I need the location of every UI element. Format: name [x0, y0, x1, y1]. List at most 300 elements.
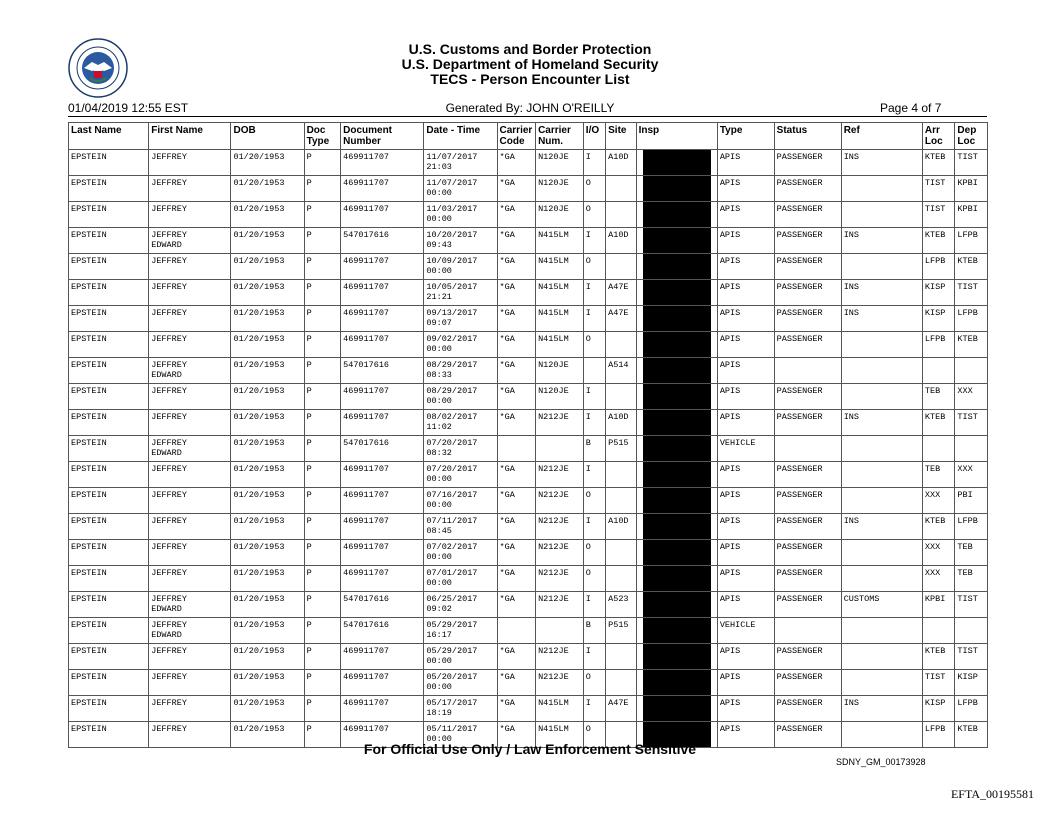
first-name-line: JEFFREY [151, 542, 187, 552]
time-line: 21:03 [426, 161, 452, 172]
cell-status: PASSENGER [774, 384, 841, 410]
date-line: 09/02/2017 [426, 334, 478, 344]
cell-date-time [424, 670, 497, 696]
cell-carrier-num: N212JE [536, 670, 584, 696]
time-line: 00:00 [426, 265, 452, 276]
cell-ref [841, 202, 922, 228]
cell-last-name: EPSTEIN [69, 488, 149, 514]
cell-status: PASSENGER [774, 176, 841, 202]
date-line: 07/02/2017 [426, 542, 478, 552]
cell-doc-type: P [304, 436, 341, 462]
cell-last-name: EPSTEIN [69, 280, 149, 306]
table-row [69, 592, 988, 618]
first-name-line: JEFFREY [151, 412, 187, 422]
cell-carrier-code: *GA [497, 384, 536, 410]
first-name-line: JEFFREY [151, 360, 187, 370]
cell-first-name [149, 150, 231, 176]
cell-carrier-code: *GA [497, 488, 536, 514]
cell-doc-type: P [304, 306, 341, 332]
cell-arr-loc: KTEB [922, 644, 954, 670]
time-line: 09:07 [426, 317, 452, 328]
cell-last-name: EPSTEIN [69, 566, 149, 592]
cell-doc-type: P [304, 254, 341, 280]
cell-site: A47E [606, 696, 636, 722]
cell-dob: 01/20/1953 [231, 462, 304, 488]
cell-dep-loc: KTEB [955, 254, 988, 280]
cell-status: PASSENGER [774, 332, 841, 358]
cell-document-number: 469911707 [341, 176, 424, 202]
cell-insp [636, 462, 717, 488]
cell-site [606, 254, 636, 280]
cell-io: O [583, 332, 605, 358]
cell-arr-loc: KPBI [922, 592, 954, 618]
table-row [69, 306, 988, 332]
first-name-line: JEFFREY [151, 438, 187, 448]
first-name-line: JEFFREY [151, 724, 187, 734]
cell-last-name: EPSTEIN [69, 540, 149, 566]
cell-dep-loc: XXX [955, 462, 988, 488]
cell-site [606, 176, 636, 202]
dhs-seal-icon [68, 38, 128, 98]
table-row [69, 540, 988, 566]
cell-dep-loc: PBI [955, 488, 988, 514]
cell-io: I [583, 592, 605, 618]
cell-status: PASSENGER [774, 306, 841, 332]
cell-doc-type: P [304, 280, 341, 306]
time-line: 08:45 [426, 525, 452, 536]
cell-last-name: EPSTEIN [69, 514, 149, 540]
cell-status: PASSENGER [774, 566, 841, 592]
cell-insp [636, 618, 717, 644]
cell-doc-type: P [304, 384, 341, 410]
date-line: 05/29/2017 [426, 620, 478, 630]
cell-site [606, 566, 636, 592]
table-row [69, 670, 988, 696]
cell-arr-loc: TEB [922, 462, 954, 488]
cell-ref: INS [841, 410, 922, 436]
cell-arr-loc: XXX [922, 566, 954, 592]
time-line: 00:00 [426, 187, 452, 198]
table-row [69, 332, 988, 358]
cell-carrier-code: *GA [497, 696, 536, 722]
cell-date-time [424, 592, 497, 618]
redaction-block [643, 254, 711, 279]
redaction-block [643, 462, 711, 487]
cell-status [774, 618, 841, 644]
cell-carrier-num: N120JE [536, 176, 584, 202]
cell-carrier-code: *GA [497, 228, 536, 254]
cell-date-time [424, 176, 497, 202]
cell-status [774, 358, 841, 384]
cell-type: VEHICLE [717, 618, 774, 644]
cell-last-name: EPSTEIN [69, 410, 149, 436]
cell-insp [636, 202, 717, 228]
date-line: 11/03/2017 [426, 204, 478, 214]
cell-io: O [583, 202, 605, 228]
time-line: 00:00 [426, 473, 452, 484]
cell-ref [841, 540, 922, 566]
cell-first-name [149, 254, 231, 280]
cell-last-name: EPSTEIN [69, 332, 149, 358]
cell-ref: INS [841, 150, 922, 176]
cell-dob: 01/20/1953 [231, 514, 304, 540]
cell-last-name: EPSTEIN [69, 462, 149, 488]
header-rule [68, 116, 987, 117]
cell-ref: INS [841, 280, 922, 306]
table-row [69, 254, 988, 280]
cell-last-name: EPSTEIN [69, 436, 149, 462]
cell-dob: 01/20/1953 [231, 670, 304, 696]
first-name-line: JEFFREY [151, 178, 187, 188]
cell-io: I [583, 150, 605, 176]
first-name-line: JEFFREY [151, 620, 187, 630]
cell-site: A10D [606, 514, 636, 540]
cell-date-time [424, 514, 497, 540]
cell-document-number: 547017616 [341, 592, 424, 618]
cell-arr-loc: KISP [922, 696, 954, 722]
cell-status: PASSENGER [774, 514, 841, 540]
cell-carrier-num: N212JE [536, 566, 584, 592]
cell-site: P515 [606, 436, 636, 462]
report-title: TECS - Person Encounter List [430, 71, 630, 87]
cell-date-time [424, 358, 497, 384]
cell-dob: 01/20/1953 [231, 592, 304, 618]
cell-io: O [583, 566, 605, 592]
cell-site: A10D [606, 228, 636, 254]
time-line: 00:00 [426, 733, 452, 744]
cell-first-name [149, 722, 231, 748]
cell-doc-type: P [304, 514, 341, 540]
cell-last-name: EPSTEIN [69, 306, 149, 332]
col-last-name: Last Name [69, 123, 149, 150]
cell-carrier-code: *GA [497, 462, 536, 488]
first-name-line: JEFFREY [151, 672, 187, 682]
cell-arr-loc [922, 618, 954, 644]
cell-io: I [583, 228, 605, 254]
cell-carrier-num: N415LM [536, 254, 584, 280]
cell-last-name: EPSTEIN [69, 644, 149, 670]
cell-dob: 01/20/1953 [231, 540, 304, 566]
cell-carrier-num: N212JE [536, 462, 584, 488]
time-line: 11:02 [426, 421, 452, 432]
cell-insp [636, 150, 717, 176]
cell-type: APIS [717, 540, 774, 566]
redaction-block [643, 202, 711, 227]
cell-document-number: 547017616 [341, 436, 424, 462]
page-prefix: Page 4 of [880, 101, 932, 115]
cell-dob: 01/20/1953 [231, 696, 304, 722]
cell-carrier-code: *GA [497, 176, 536, 202]
cell-status: PASSENGER [774, 670, 841, 696]
date-line: 11/07/2017 [426, 152, 478, 162]
middle-name-line: EDWARD [151, 603, 182, 614]
cell-doc-type: P [304, 202, 341, 228]
cell-dep-loc: LFPB [955, 514, 988, 540]
date-line: 10/09/2017 [426, 256, 478, 266]
redaction-block [643, 592, 711, 617]
table-row [69, 514, 988, 540]
col-type: Type [717, 123, 774, 150]
cell-first-name [149, 514, 231, 540]
cell-insp [636, 332, 717, 358]
cell-insp [636, 280, 717, 306]
cell-arr-loc: KTEB [922, 228, 954, 254]
cell-carrier-num: N120JE [536, 358, 584, 384]
cell-carrier-num: N415LM [536, 332, 584, 358]
table-row [69, 696, 988, 722]
cell-dob: 01/20/1953 [231, 202, 304, 228]
cell-dob: 01/20/1953 [231, 358, 304, 384]
cell-doc-type: P [304, 566, 341, 592]
time-line: 09:43 [426, 239, 452, 250]
cell-status: PASSENGER [774, 592, 841, 618]
cell-carrier-code: *GA [497, 514, 536, 540]
cell-carrier-code: *GA [497, 306, 536, 332]
cell-insp [636, 670, 717, 696]
efta-number: EFTA_00195581 [950, 787, 1034, 801]
cell-type: APIS [717, 358, 774, 384]
cell-insp [636, 592, 717, 618]
cell-last-name: EPSTEIN [69, 202, 149, 228]
date-line: 07/01/2017 [426, 568, 478, 578]
cell-ref [841, 254, 922, 280]
date-line: 07/20/2017 [426, 464, 478, 474]
cell-insp [636, 410, 717, 436]
cell-ref [841, 436, 922, 462]
cell-carrier-code [497, 618, 536, 644]
cell-status: PASSENGER [774, 488, 841, 514]
cell-ref: INS [841, 514, 922, 540]
cell-first-name [149, 176, 231, 202]
cell-insp [636, 540, 717, 566]
cell-carrier-num: N212JE [536, 592, 584, 618]
cell-document-number: 469911707 [341, 410, 424, 436]
cell-ref: INS [841, 306, 922, 332]
first-name-line: JEFFREY [151, 490, 187, 500]
col-insp: Insp [636, 123, 717, 150]
cell-insp [636, 384, 717, 410]
cell-arr-loc: KTEB [922, 514, 954, 540]
col-date-time: Date - Time [424, 123, 497, 150]
time-line: 08:33 [426, 369, 452, 380]
cell-insp [636, 228, 717, 254]
cell-last-name: EPSTEIN [69, 254, 149, 280]
cell-dep-loc: TEB [955, 540, 988, 566]
table-row [69, 436, 988, 462]
time-line: 00:00 [426, 395, 452, 406]
cell-carrier-code: *GA [497, 358, 536, 384]
time-line: 18:19 [426, 707, 452, 718]
cell-status: PASSENGER [774, 722, 841, 748]
date-line: 09/13/2017 [426, 308, 478, 318]
cell-status: PASSENGER [774, 228, 841, 254]
cell-document-number: 469911707 [341, 514, 424, 540]
bates-number: SDNY_GM_00173928 [836, 757, 926, 767]
cell-dob: 01/20/1953 [231, 410, 304, 436]
cell-arr-loc: KTEB [922, 150, 954, 176]
cell-carrier-num [536, 618, 584, 644]
date-line: 10/05/2017 [426, 282, 478, 292]
cell-io: O [583, 176, 605, 202]
cell-document-number: 547017616 [341, 358, 424, 384]
cell-dob: 01/20/1953 [231, 228, 304, 254]
cell-first-name [149, 384, 231, 410]
cell-carrier-num: N212JE [536, 410, 584, 436]
cell-ref [841, 722, 922, 748]
cell-doc-type: P [304, 462, 341, 488]
table-row [69, 280, 988, 306]
cell-arr-loc: TIST [922, 202, 954, 228]
cell-doc-type: P [304, 592, 341, 618]
first-name-line: JEFFREY [151, 256, 187, 266]
cell-date-time [424, 410, 497, 436]
cell-document-number: 469911707 [341, 462, 424, 488]
cell-site: A47E [606, 280, 636, 306]
cell-dep-loc: LFPB [955, 696, 988, 722]
cell-doc-type: P [304, 332, 341, 358]
table-row [69, 358, 988, 384]
cell-carrier-code: *GA [497, 670, 536, 696]
cell-dob: 01/20/1953 [231, 566, 304, 592]
cell-io: O [583, 670, 605, 696]
cell-type: APIS [717, 176, 774, 202]
cell-insp [636, 254, 717, 280]
redaction-block [643, 436, 711, 461]
cell-document-number: 469911707 [341, 306, 424, 332]
cell-carrier-num: N212JE [536, 644, 584, 670]
cell-doc-type: P [304, 176, 341, 202]
cell-first-name [149, 228, 231, 254]
cell-carrier-num: N415LM [536, 280, 584, 306]
first-name-line: JEFFREY [151, 152, 187, 162]
cell-date-time [424, 202, 497, 228]
time-line: 00:00 [426, 551, 452, 562]
middle-name-line: EDWARD [151, 239, 182, 250]
cell-arr-loc: KISP [922, 306, 954, 332]
cell-carrier-code: *GA [497, 202, 536, 228]
date-line: 07/11/2017 [426, 516, 478, 526]
redaction-block [643, 670, 711, 695]
first-name-line: JEFFREY [151, 308, 187, 318]
cell-ref [841, 670, 922, 696]
middle-name-line: EDWARD [151, 369, 182, 380]
cell-insp [636, 514, 717, 540]
cell-io: O [583, 722, 605, 748]
first-name-line: JEFFREY [151, 594, 187, 604]
cell-type: APIS [717, 696, 774, 722]
cell-carrier-num: N415LM [536, 228, 584, 254]
date-line: 08/29/2017 [426, 386, 478, 396]
generated-by: Generated By: JOHN O'REILLY [445, 101, 615, 115]
redaction-block [643, 280, 711, 305]
cell-document-number: 469911707 [341, 670, 424, 696]
cell-insp [636, 306, 717, 332]
cell-carrier-num: N120JE [536, 150, 584, 176]
time-line: 00:00 [426, 499, 452, 510]
cell-type: APIS [717, 670, 774, 696]
cell-insp [636, 358, 717, 384]
redaction-block [643, 306, 711, 331]
cell-type: APIS [717, 644, 774, 670]
cell-date-time [424, 150, 497, 176]
table-row [69, 384, 988, 410]
cell-carrier-num: N120JE [536, 202, 584, 228]
cell-doc-type: P [304, 696, 341, 722]
table-row [69, 566, 988, 592]
time-line: 00:00 [426, 577, 452, 588]
cell-io [583, 358, 605, 384]
time-line: 00:00 [426, 343, 452, 354]
first-name-line: JEFFREY [151, 334, 187, 344]
cell-document-number: 469911707 [341, 488, 424, 514]
date-line: 05/17/2017 [426, 698, 478, 708]
cell-dob: 01/20/1953 [231, 644, 304, 670]
first-name-line: JEFFREY [151, 646, 187, 656]
cell-insp [636, 696, 717, 722]
cell-dep-loc: TEB [955, 566, 988, 592]
time-line: 08:32 [426, 447, 452, 458]
cell-carrier-num: N212JE [536, 540, 584, 566]
cell-dep-loc: KTEB [955, 332, 988, 358]
cell-site [606, 488, 636, 514]
cell-io: I [583, 410, 605, 436]
table-header-row [69, 123, 988, 150]
cell-dep-loc: KISP [955, 670, 988, 696]
cell-type: APIS [717, 722, 774, 748]
cell-type: APIS [717, 592, 774, 618]
col-io: I/O [583, 123, 605, 150]
cell-first-name [149, 462, 231, 488]
cell-first-name [149, 306, 231, 332]
col-arr-loc: Arr Loc [922, 123, 954, 150]
cell-dep-loc: KPBI [955, 176, 988, 202]
col-first-name: First Name [149, 123, 231, 150]
cell-doc-type: P [304, 150, 341, 176]
cell-carrier-code: *GA [497, 254, 536, 280]
cell-type: VEHICLE [717, 436, 774, 462]
cell-arr-loc: XXX [922, 540, 954, 566]
encounter-table [68, 122, 988, 748]
middle-name-line: EDWARD [151, 447, 182, 458]
cell-ref: CUSTOMS [841, 592, 922, 618]
table-row [69, 488, 988, 514]
cell-first-name [149, 488, 231, 514]
cell-ref: INS [841, 696, 922, 722]
cell-doc-type: P [304, 670, 341, 696]
cell-site [606, 644, 636, 670]
redaction-block [643, 228, 711, 253]
cell-last-name: EPSTEIN [69, 592, 149, 618]
cell-document-number: 469911707 [341, 332, 424, 358]
col-ref: Ref [841, 123, 922, 150]
cell-status: PASSENGER [774, 644, 841, 670]
cell-date-time [424, 696, 497, 722]
cell-carrier-num: N415LM [536, 306, 584, 332]
cell-type: APIS [717, 254, 774, 280]
cell-arr-loc: KISP [922, 280, 954, 306]
cell-dep-loc [955, 436, 988, 462]
table-row [69, 644, 988, 670]
cell-date-time [424, 540, 497, 566]
cell-dob: 01/20/1953 [231, 254, 304, 280]
cell-io: I [583, 280, 605, 306]
cell-status: PASSENGER [774, 202, 841, 228]
cell-first-name [149, 540, 231, 566]
col-dob: DOB [231, 123, 304, 150]
cell-document-number: 469911707 [341, 540, 424, 566]
first-name-line: JEFFREY [151, 230, 187, 240]
cell-carrier-num [536, 436, 584, 462]
